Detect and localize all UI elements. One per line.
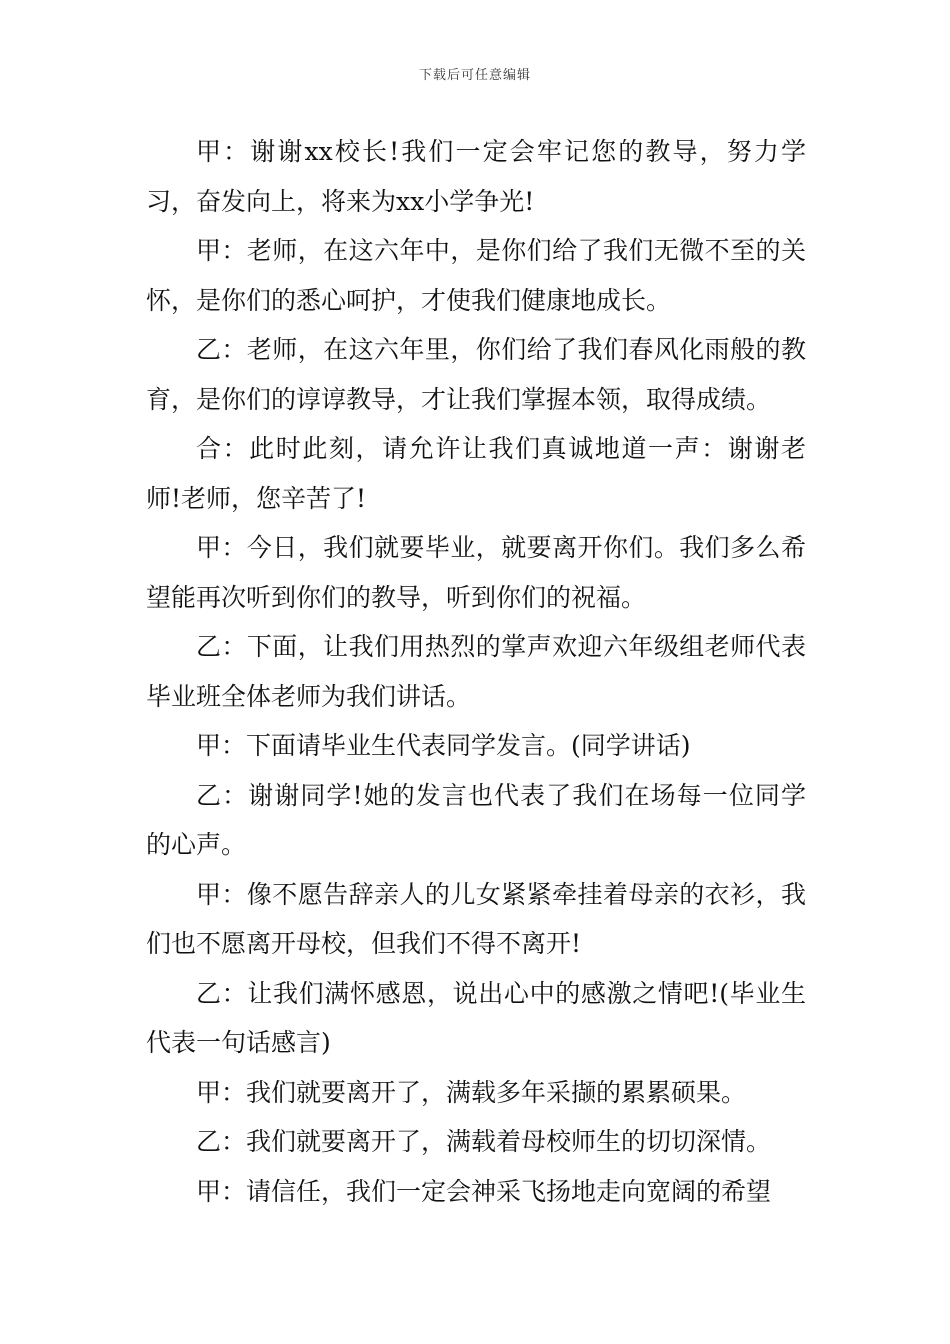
paragraph-8: 乙：谢谢同学!她的发言也代表了我们在场每一位同学的心声。	[146, 780, 806, 859]
document-body	[146, 127, 806, 1216]
paragraph-7: 甲：下面请毕业生代表同学发言。(同学讲话)	[196, 731, 691, 760]
paragraph-4: 合：此时此刻，请允许让我们真诚地道一声：谢谢老师!老师，您辛苦了!	[146, 434, 806, 513]
paragraph-10: 乙：让我们满怀感恩，说出心中的感激之情吧!(毕业生代表一句话感言)	[146, 978, 806, 1057]
paragraph-3: 乙：老师，在这六年里，你们给了我们春风化雨般的教育，是你们的谆谆教导，才让我们掌握本领，取得成绩。	[146, 335, 806, 414]
paragraph-12: 乙：我们就要离开了，满载着母校师生的切切深情。	[196, 1127, 772, 1156]
paragraph-2: 甲：老师，在这六年中，是你们给了我们无微不至的关怀，是你们的悉心呵护，才使我们健康地成长。	[146, 236, 806, 315]
paragraph-6: 乙：下面，让我们用热烈的掌声欢迎六年级组老师代表毕业班全体老师为我们讲话。	[146, 632, 806, 711]
paragraph-1: 甲：谢谢xx校长!我们一定会牢记您的教导，努力学习，奋发向上，将来为xx小学争光!	[146, 137, 806, 216]
page-header: 下载后可任意编辑	[418, 68, 531, 83]
paragraph-9: 甲：像不愿告辞亲人的儿女紧紧牵挂着母亲的衣衫，我们也不愿离开母校，但我们不得不离开!	[146, 879, 806, 958]
paragraph-5: 甲：今日，我们就要毕业，就要离开你们。我们多么希望能再次听到你们的教导，听到你们的祝福。	[146, 533, 806, 612]
paragraph-11: 甲：我们就要离开了，满载多年采撷的累累硕果。	[196, 1077, 747, 1107]
paragraph-13: 甲：请信任，我们一定会神采飞扬地走向宽阔的希望	[196, 1176, 772, 1206]
